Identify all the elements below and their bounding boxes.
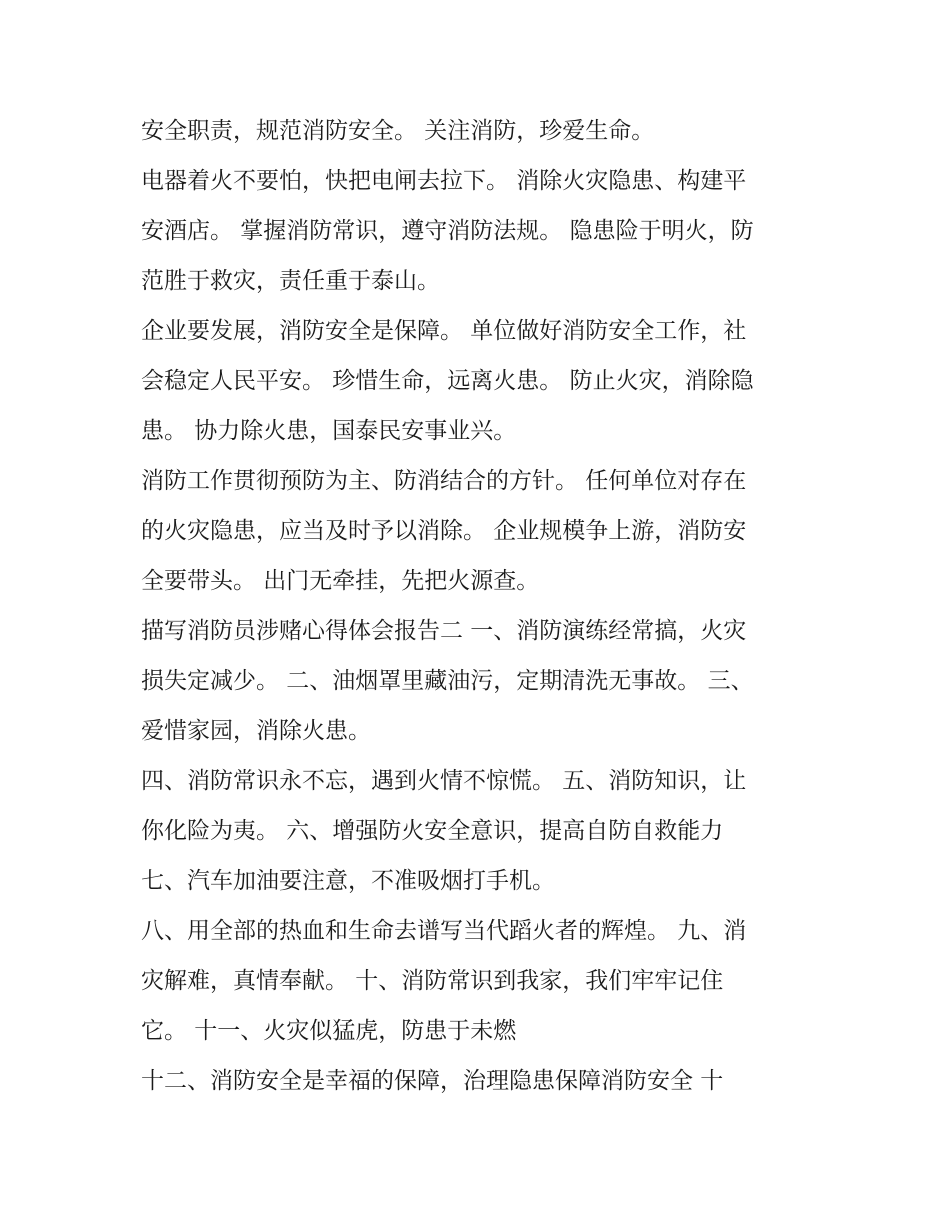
text-line: 四、消防常识永不忘，遇到火情不惊慌。 五、消防知识，让 xyxy=(141,768,747,794)
text-line: 安全职责，规范消防安全。 关注消防，珍爱生命。 xyxy=(141,118,655,144)
text-line: 八、用全部的热血和生命去谱写当代蹈火者的辉煌。 九、消 xyxy=(141,918,747,944)
text-line: 范胜于救灾，责任重于泰山。 xyxy=(141,268,440,294)
text-line: 会稳定人民平安。 珍惜生命，远离火患。 防止火灾，消除隐 xyxy=(141,368,754,394)
text-line: 七、汽车加油要注意，不准吸烟打手机。 xyxy=(141,868,555,894)
text-line: 你化险为夷。 六、增强防火安全意识，提高自防自救能力 xyxy=(141,818,724,844)
text-line: 灾解难，真情奉献。 十、消防常识到我家，我们牢牢记住 xyxy=(141,968,724,994)
text-line: 爱惜家园，消除火患。 xyxy=(141,718,371,744)
text-line: 描写消防员涉赌心得体会报告二 一、消防演练经常搞，火灾 xyxy=(141,618,747,644)
text-line: 企业要发展，消防安全是保障。 单位做好消防安全工作，社 xyxy=(141,318,747,344)
text-line: 的火灾隐患，应当及时予以消除。 企业规模争上游，消防安 xyxy=(141,518,747,544)
text-line: 它。 十一、火灾似猛虎，防患于未燃 xyxy=(141,1018,517,1044)
text-line: 全要带头。 出门无牵挂，先把火源查。 xyxy=(141,568,540,594)
text-line: 患。 协力除火患，国泰民安事业兴。 xyxy=(141,418,517,444)
text-line: 十二、消防安全是幸福的保障，治理隐患保障消防安全 十 xyxy=(141,1068,724,1094)
text-line: 安酒店。 掌握消防常识，遵守消防法规。 隐患险于明火，防 xyxy=(141,218,754,244)
document-body xyxy=(141,106,821,1106)
text-line: 电器着火不要怕，快把电闸去拉下。 消除火灾隐患、构建平 xyxy=(141,168,747,194)
text-line: 损失定减少。 二、油烟罩里藏油污，定期清洗无事故。 三、 xyxy=(141,668,754,694)
text-line: 消防工作贯彻预防为主、防消结合的方针。 任何单位对存在 xyxy=(141,468,747,494)
